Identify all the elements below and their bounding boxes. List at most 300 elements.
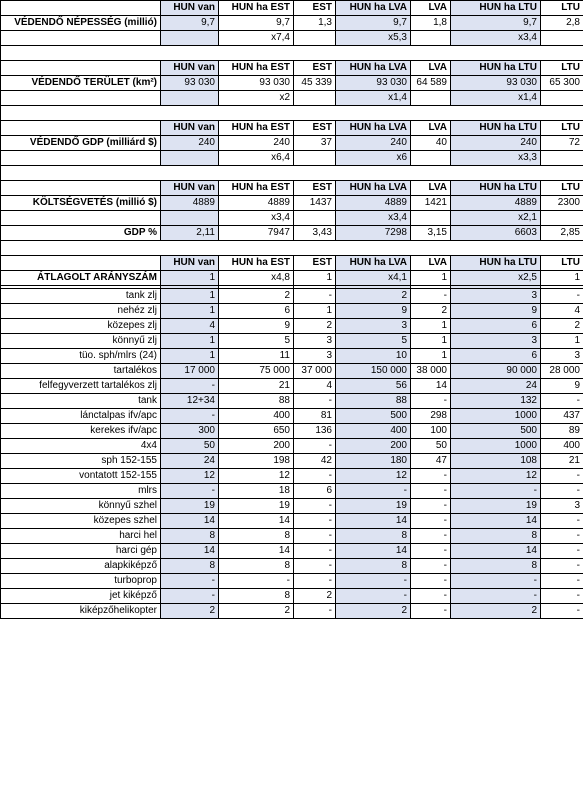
table-cell: 200 bbox=[219, 439, 294, 454]
table-cell bbox=[294, 211, 336, 226]
table-cell: 198 bbox=[219, 454, 294, 469]
table-cell: 8 bbox=[161, 559, 219, 574]
table-cell: - bbox=[541, 529, 583, 544]
table-cell: 3,15 bbox=[411, 226, 451, 241]
table-cell: 21 bbox=[219, 379, 294, 394]
table-cell: 6603 bbox=[451, 226, 541, 241]
row-label: turboprop bbox=[1, 574, 161, 589]
table-cell: - bbox=[411, 499, 451, 514]
table-cell: 14 bbox=[451, 544, 541, 559]
row-label: vontatott 152-155 bbox=[1, 469, 161, 484]
table-cell: 65 300 bbox=[541, 76, 583, 91]
table-cell: 37 bbox=[294, 136, 336, 151]
table-cell: 1 bbox=[161, 271, 219, 286]
row-label: VÉDENDŐ GDP (milliárd $) bbox=[1, 136, 161, 151]
table-cell: 2 bbox=[161, 604, 219, 619]
row-label: VÉDENDŐ NÉPESSÉG (millió) bbox=[1, 16, 161, 31]
row-label: ÁTLAGOLT ARÁNYSZÁM bbox=[1, 271, 161, 286]
row-label: nehéz zlj bbox=[1, 304, 161, 319]
table-cell: 1,8 bbox=[411, 16, 451, 31]
table-cell: 88 bbox=[336, 394, 411, 409]
table-row bbox=[1, 91, 583, 106]
table-cell: 4 bbox=[541, 304, 583, 319]
table-cell: 108 bbox=[451, 454, 541, 469]
table-cell: x3,4 bbox=[451, 31, 541, 46]
table-cell: 298 bbox=[411, 409, 451, 424]
row-label: kiképzőhelikopter bbox=[1, 604, 161, 619]
table-row bbox=[1, 394, 583, 409]
column-header: LTU bbox=[541, 256, 583, 271]
column-header: EST bbox=[294, 121, 336, 136]
table-cell: - bbox=[411, 574, 451, 589]
table-cell: 6 bbox=[294, 484, 336, 499]
column-header: HUN ha LTU bbox=[451, 121, 541, 136]
table-cell bbox=[541, 31, 583, 46]
row-label: VÉDENDŐ TERÜLET (km²) bbox=[1, 76, 161, 91]
table-cell: 3 bbox=[294, 334, 336, 349]
table-row bbox=[1, 574, 583, 589]
column-header: HUN ha EST bbox=[219, 256, 294, 271]
table-cell: 12 bbox=[451, 469, 541, 484]
table-cell: 14 bbox=[219, 544, 294, 559]
table-cell: 1,3 bbox=[294, 16, 336, 31]
table-cell: 4889 bbox=[336, 196, 411, 211]
table-cell: 4 bbox=[294, 379, 336, 394]
table-cell: - bbox=[451, 574, 541, 589]
column-header: HUN ha LVA bbox=[336, 256, 411, 271]
column-header: HUN ha LVA bbox=[336, 61, 411, 76]
table-cell: 150 000 bbox=[336, 364, 411, 379]
table-cell: 8 bbox=[451, 559, 541, 574]
column-header bbox=[1, 1, 161, 16]
row-label: GDP % bbox=[1, 226, 161, 241]
table-cell: 2 bbox=[336, 604, 411, 619]
table-cell: x7,4 bbox=[219, 31, 294, 46]
column-header: LVA bbox=[411, 256, 451, 271]
table-cell: 9,7 bbox=[161, 16, 219, 31]
row-label: 4x4 bbox=[1, 439, 161, 454]
column-header: HUN ha EST bbox=[219, 1, 294, 16]
table-cell: - bbox=[294, 559, 336, 574]
table-cell: 9 bbox=[541, 379, 583, 394]
table-cell: - bbox=[161, 484, 219, 499]
table-cell: 89 bbox=[541, 424, 583, 439]
column-header: EST bbox=[294, 61, 336, 76]
table-cell: - bbox=[294, 604, 336, 619]
row-label: lánctalpas ifv/apc bbox=[1, 409, 161, 424]
column-header: HUN van bbox=[161, 181, 219, 196]
table-row bbox=[1, 196, 583, 211]
column-header: EST bbox=[294, 256, 336, 271]
table-cell bbox=[411, 91, 451, 106]
table-cell: - bbox=[451, 589, 541, 604]
row-label: tank zlj bbox=[1, 289, 161, 304]
table-cell: - bbox=[411, 544, 451, 559]
column-header: HUN van bbox=[161, 256, 219, 271]
table-cell: 1000 bbox=[451, 409, 541, 424]
table-cell: 64 589 bbox=[411, 76, 451, 91]
row-label: tüo. sph/mlrs (24) bbox=[1, 349, 161, 364]
table-cell: - bbox=[161, 589, 219, 604]
table-cell: 8 bbox=[219, 529, 294, 544]
table-cell: - bbox=[294, 469, 336, 484]
row-label: alapkiképző bbox=[1, 559, 161, 574]
table-cell: - bbox=[541, 289, 583, 304]
table-row bbox=[1, 589, 583, 604]
table-row bbox=[1, 454, 583, 469]
table-cell: x1,4 bbox=[336, 91, 411, 106]
table-row bbox=[1, 529, 583, 544]
spacer-row bbox=[1, 166, 583, 181]
table-cell: - bbox=[411, 559, 451, 574]
table-cell: - bbox=[161, 379, 219, 394]
table-cell: 24 bbox=[161, 454, 219, 469]
column-header: HUN ha LTU bbox=[451, 256, 541, 271]
table-row bbox=[1, 226, 583, 241]
row-label: tartalékos bbox=[1, 364, 161, 379]
table-cell: 5 bbox=[336, 334, 411, 349]
table-cell bbox=[541, 211, 583, 226]
column-header: LVA bbox=[411, 1, 451, 16]
spacer-cell bbox=[1, 166, 583, 181]
table-cell: 12 bbox=[161, 469, 219, 484]
table-cell: 136 bbox=[294, 424, 336, 439]
table-cell: 1437 bbox=[294, 196, 336, 211]
table-cell: 4889 bbox=[161, 196, 219, 211]
table-cell: - bbox=[541, 514, 583, 529]
table-cell: 1 bbox=[161, 289, 219, 304]
column-header: LVA bbox=[411, 121, 451, 136]
row-label: KÖLTSÉGVETÉS (millió $) bbox=[1, 196, 161, 211]
table-cell: 1 bbox=[541, 334, 583, 349]
table-row bbox=[1, 211, 583, 226]
table-cell: - bbox=[336, 574, 411, 589]
table-cell: - bbox=[541, 589, 583, 604]
table-cell: - bbox=[541, 544, 583, 559]
table-cell: - bbox=[161, 574, 219, 589]
table-cell: 9 bbox=[219, 319, 294, 334]
table-cell: 11 bbox=[219, 349, 294, 364]
table-cell: 400 bbox=[336, 424, 411, 439]
column-header bbox=[1, 256, 161, 271]
table-cell: 2,11 bbox=[161, 226, 219, 241]
spacer-row bbox=[1, 46, 583, 61]
table-cell: 4889 bbox=[451, 196, 541, 211]
table-cell: 8 bbox=[161, 529, 219, 544]
table-cell: 93 030 bbox=[451, 76, 541, 91]
table-cell: 400 bbox=[541, 439, 583, 454]
table-cell: 9 bbox=[336, 304, 411, 319]
table-cell: 1 bbox=[294, 304, 336, 319]
row-label: tank bbox=[1, 394, 161, 409]
table-cell: 2 bbox=[411, 304, 451, 319]
row-label bbox=[1, 211, 161, 226]
table-cell: x5,3 bbox=[336, 31, 411, 46]
table-cell: 2,8 bbox=[541, 16, 583, 31]
table-cell: 4 bbox=[161, 319, 219, 334]
table-row bbox=[1, 424, 583, 439]
table-cell: 38 000 bbox=[411, 364, 451, 379]
table-cell: 1 bbox=[161, 334, 219, 349]
table-cell bbox=[294, 151, 336, 166]
table-cell bbox=[294, 91, 336, 106]
table-cell: 8 bbox=[336, 529, 411, 544]
table-cell: 10 bbox=[336, 349, 411, 364]
table-cell: x2,5 bbox=[451, 271, 541, 286]
table-cell: x3,4 bbox=[219, 211, 294, 226]
row-label bbox=[1, 91, 161, 106]
row-label: felfegyverzett tartalékos zlj bbox=[1, 379, 161, 394]
table-cell: 3,43 bbox=[294, 226, 336, 241]
table-cell: 3 bbox=[294, 349, 336, 364]
row-label: jet kiképző bbox=[1, 589, 161, 604]
table-cell: 50 bbox=[161, 439, 219, 454]
table-cell: 1 bbox=[411, 349, 451, 364]
column-header bbox=[1, 61, 161, 76]
table-cell: - bbox=[541, 559, 583, 574]
table-cell: 180 bbox=[336, 454, 411, 469]
table-cell: 14 bbox=[336, 544, 411, 559]
table-row bbox=[1, 379, 583, 394]
column-header: HUN van bbox=[161, 1, 219, 16]
table-cell: 72 bbox=[541, 136, 583, 151]
table-cell: - bbox=[411, 589, 451, 604]
column-header: HUN ha EST bbox=[219, 121, 294, 136]
table-row bbox=[1, 136, 583, 151]
table-row bbox=[1, 304, 583, 319]
table-cell: 8 bbox=[219, 589, 294, 604]
row-label bbox=[1, 151, 161, 166]
column-header: HUN ha LVA bbox=[336, 121, 411, 136]
row-label: mlrs bbox=[1, 484, 161, 499]
column-header: HUN ha LTU bbox=[451, 61, 541, 76]
table-cell: 14 bbox=[219, 514, 294, 529]
spacer-cell bbox=[1, 46, 583, 61]
header-row bbox=[1, 256, 583, 271]
table-cell: - bbox=[541, 394, 583, 409]
table-cell: 14 bbox=[411, 379, 451, 394]
table-cell: - bbox=[541, 469, 583, 484]
table-cell: - bbox=[294, 394, 336, 409]
table-cell: 14 bbox=[336, 514, 411, 529]
table-cell: - bbox=[411, 514, 451, 529]
table-row bbox=[1, 76, 583, 91]
table-row bbox=[1, 31, 583, 46]
table-cell bbox=[294, 31, 336, 46]
table-row bbox=[1, 514, 583, 529]
table-cell: 3 bbox=[451, 334, 541, 349]
table-body bbox=[1, 1, 583, 619]
column-header: HUN ha EST bbox=[219, 181, 294, 196]
table-cell: 81 bbox=[294, 409, 336, 424]
table-cell: 2 bbox=[219, 289, 294, 304]
table-cell: x3,4 bbox=[336, 211, 411, 226]
column-header bbox=[1, 181, 161, 196]
table-cell: 2 bbox=[336, 289, 411, 304]
column-header: LVA bbox=[411, 61, 451, 76]
table-cell bbox=[411, 31, 451, 46]
header-row bbox=[1, 121, 583, 136]
column-header bbox=[1, 121, 161, 136]
table-cell: - bbox=[411, 484, 451, 499]
table-cell: 2 bbox=[451, 604, 541, 619]
table-cell: 17 000 bbox=[161, 364, 219, 379]
table-cell bbox=[161, 91, 219, 106]
column-header: LTU bbox=[541, 181, 583, 196]
table-cell: 14 bbox=[161, 514, 219, 529]
header-row bbox=[1, 181, 583, 196]
table-cell: 400 bbox=[219, 409, 294, 424]
table-row bbox=[1, 559, 583, 574]
spacer-cell bbox=[1, 106, 583, 121]
row-label: könnyű szhel bbox=[1, 499, 161, 514]
table-cell: - bbox=[336, 589, 411, 604]
table-cell bbox=[161, 31, 219, 46]
table-cell: 437 bbox=[541, 409, 583, 424]
table-cell: - bbox=[541, 484, 583, 499]
table-cell: 240 bbox=[451, 136, 541, 151]
table-cell: 40 bbox=[411, 136, 451, 151]
column-header: HUN ha EST bbox=[219, 61, 294, 76]
table-cell: 93 030 bbox=[219, 76, 294, 91]
table-cell: 19 bbox=[161, 499, 219, 514]
table-cell: 2 bbox=[541, 319, 583, 334]
table-cell: - bbox=[294, 544, 336, 559]
table-cell: 1 bbox=[294, 271, 336, 286]
table-cell bbox=[161, 151, 219, 166]
header-row bbox=[1, 61, 583, 76]
table-cell: 47 bbox=[411, 454, 451, 469]
table-cell: 56 bbox=[336, 379, 411, 394]
table-cell: 7947 bbox=[219, 226, 294, 241]
table-cell: 3 bbox=[336, 319, 411, 334]
column-header: LVA bbox=[411, 181, 451, 196]
table-row bbox=[1, 469, 583, 484]
table-cell: 24 bbox=[451, 379, 541, 394]
table-cell: 4889 bbox=[219, 196, 294, 211]
table-cell: 12+34 bbox=[161, 394, 219, 409]
table-cell: x2 bbox=[219, 91, 294, 106]
table-row bbox=[1, 484, 583, 499]
table-cell: 9,7 bbox=[451, 16, 541, 31]
table-cell: 2 bbox=[294, 589, 336, 604]
table-cell: 1 bbox=[411, 334, 451, 349]
table-cell: 240 bbox=[336, 136, 411, 151]
table-cell: 6 bbox=[219, 304, 294, 319]
spacer-row bbox=[1, 241, 583, 256]
table-cell: 1 bbox=[411, 319, 451, 334]
table-cell: 37 000 bbox=[294, 364, 336, 379]
spacer-row bbox=[1, 106, 583, 121]
table-cell: 650 bbox=[219, 424, 294, 439]
table-cell: 1 bbox=[541, 271, 583, 286]
table-cell: 500 bbox=[336, 409, 411, 424]
table-cell: 14 bbox=[451, 514, 541, 529]
table-cell: x4,8 bbox=[219, 271, 294, 286]
table-cell: 3 bbox=[451, 289, 541, 304]
table-cell: x3,3 bbox=[451, 151, 541, 166]
table-cell: 19 bbox=[219, 499, 294, 514]
table-cell: 1 bbox=[161, 349, 219, 364]
column-header: LTU bbox=[541, 121, 583, 136]
table-row bbox=[1, 544, 583, 559]
table-cell: 240 bbox=[219, 136, 294, 151]
table-cell: - bbox=[294, 439, 336, 454]
table-cell: - bbox=[451, 484, 541, 499]
table-cell: - bbox=[541, 604, 583, 619]
table-cell: - bbox=[294, 574, 336, 589]
row-label: közepes szhel bbox=[1, 514, 161, 529]
table-cell: x1,4 bbox=[451, 91, 541, 106]
table-cell: 132 bbox=[451, 394, 541, 409]
table-cell: - bbox=[336, 484, 411, 499]
column-header: HUN van bbox=[161, 121, 219, 136]
table-cell: 240 bbox=[161, 136, 219, 151]
table-cell: - bbox=[294, 529, 336, 544]
table-cell: 42 bbox=[294, 454, 336, 469]
table-cell: 6 bbox=[451, 349, 541, 364]
table-cell: 2300 bbox=[541, 196, 583, 211]
table-row bbox=[1, 289, 583, 304]
table-cell: x4,1 bbox=[336, 271, 411, 286]
table-cell: 2 bbox=[294, 319, 336, 334]
column-header: HUN ha LTU bbox=[451, 181, 541, 196]
table-cell bbox=[541, 151, 583, 166]
table-cell: 8 bbox=[451, 529, 541, 544]
row-label: kerekes ifv/apc bbox=[1, 424, 161, 439]
table-cell bbox=[411, 151, 451, 166]
table-cell: 7298 bbox=[336, 226, 411, 241]
table-cell: 9 bbox=[451, 304, 541, 319]
table-cell: 3 bbox=[541, 499, 583, 514]
table-cell: 100 bbox=[411, 424, 451, 439]
table-row bbox=[1, 334, 583, 349]
table-cell: 12 bbox=[336, 469, 411, 484]
table-cell: - bbox=[294, 289, 336, 304]
table-row bbox=[1, 349, 583, 364]
column-header: EST bbox=[294, 1, 336, 16]
table-cell: 93 030 bbox=[336, 76, 411, 91]
column-header: LTU bbox=[541, 1, 583, 16]
table-cell: 75 000 bbox=[219, 364, 294, 379]
spacer-cell bbox=[1, 241, 583, 256]
table-cell bbox=[411, 211, 451, 226]
table-cell: 9,7 bbox=[336, 16, 411, 31]
row-label bbox=[1, 31, 161, 46]
row-label: könnyű zlj bbox=[1, 334, 161, 349]
table-cell: 1000 bbox=[451, 439, 541, 454]
column-header: HUN ha LVA bbox=[336, 1, 411, 16]
table-row bbox=[1, 271, 583, 286]
table-cell: 2,85 bbox=[541, 226, 583, 241]
table-row bbox=[1, 604, 583, 619]
table-cell: 93 030 bbox=[161, 76, 219, 91]
table-cell: 90 000 bbox=[451, 364, 541, 379]
table-cell: 19 bbox=[451, 499, 541, 514]
table-cell: 14 bbox=[161, 544, 219, 559]
table-cell: 45 339 bbox=[294, 76, 336, 91]
table-cell bbox=[161, 211, 219, 226]
table-cell: 19 bbox=[336, 499, 411, 514]
table-cell: - bbox=[411, 604, 451, 619]
row-label: harci gép bbox=[1, 544, 161, 559]
table-cell: 2 bbox=[219, 604, 294, 619]
table-cell: 300 bbox=[161, 424, 219, 439]
row-label: sph 152-155 bbox=[1, 454, 161, 469]
table-cell: 5 bbox=[219, 334, 294, 349]
table-cell: 88 bbox=[219, 394, 294, 409]
table-cell: x6 bbox=[336, 151, 411, 166]
